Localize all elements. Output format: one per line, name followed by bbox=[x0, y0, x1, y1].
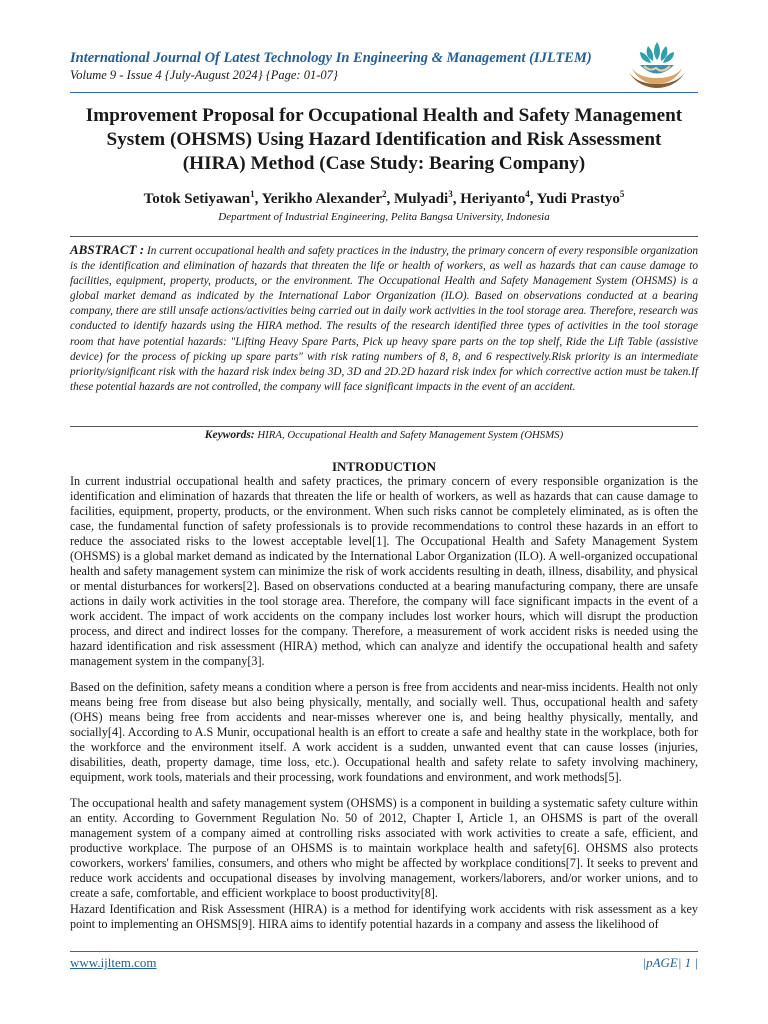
author-name: Yerikho Alexander bbox=[261, 191, 383, 207]
title-line: (HIRA) Method (Case Study: Bearing Company) bbox=[182, 153, 586, 174]
journal-name: International Journal Of Latest Technology In Engineering & Management (IJLTEM) bbox=[70, 50, 592, 66]
author-name: Mulyadi bbox=[394, 191, 449, 207]
author-affiliation-mark: 5 bbox=[619, 189, 625, 199]
journal-volume-line: Volume 9 - Issue 4 {July-August 2024} {Page: 01-07} bbox=[70, 68, 338, 82]
body-paragraph: Based on the definition, safety means a condition where a person is free from accidents and near-miss incidents. Health not only means being free from disease but also being physically, mentally, and socially well. Thus, occupational health and safety (OHS) means being free from accidents and near-misses wherever one is, and being healthy physically, mentally, and socially[4]. According to A.S Munir, occupational health is an effort to create a safe and healthy state in the workplace, both for the workforce and the environment itself. A work accident is a sudden, unwanted event that can cause losses (injuries, disabilities, death, property damage, time loss, etc.). Occupational health and safety relate to safety involving machinery, equipment, work tools, materials and their processing, work foundations and environment, and work methods[5]. bbox=[70, 680, 698, 784]
abstract-text: In current occupational health and safety practices in the industry, the primary concern of every responsible organization is the identification and elimination of hazards that threaten the life or health of workers, as well as hazards that can cause damage to facilities, equipment, property, products, or the environment. The Occupational Health and Safety Management System (OHSMS) is a global market demand as indicated by the International Labor Organization (ILO). Based on observations conducted at a bearing company, there are still unsafe actions/activities being carried out in daily work activities in the tool storage area. Therefore, research was conducted to identify hazards using the HIRA method. The results of the research identified three types of activities in the tool storage room that have potential hazards: "Lifting Heavy Spare Parts, Pick up heavy spare parts on the top shelf, Ride the Lift Table (assistive device) for the process of picking up spare parts" with risk rating numbers of 8, 8, and 6 respectively.Risk priority is an intermediate priority/significant risk with the hazard risk index being 3D, 3D and 2D.2D hazard risk index for which corrective action must be taken.If these potential hazards are not controlled, the company will face significant impacts in the event of an accident. bbox=[70, 245, 698, 393]
abstract-label: ABSTRACT : bbox=[70, 242, 145, 257]
author-affiliation-mark: 4 bbox=[525, 189, 530, 199]
journal-header bbox=[70, 50, 630, 83]
title-line: System (OHSMS) Using Hazard Identification and Risk Assessment bbox=[106, 129, 662, 150]
keywords-text: HIRA, Occupational Health and Safety Management System (OHSMS) bbox=[257, 429, 564, 441]
paper-title bbox=[60, 104, 708, 176]
header-rule bbox=[70, 92, 698, 93]
author-name: Yudi Prastyo bbox=[536, 191, 620, 207]
section-heading-introduction: INTRODUCTION bbox=[331, 459, 436, 474]
abstract-top-rule bbox=[70, 236, 698, 237]
journal-website-link[interactable]: www.ijltem.com bbox=[70, 955, 157, 970]
body-paragraph: The occupational health and safety management system (OHSMS) is a component in building a systematic safety culture within an entity. According to Government Regulation No. 50 of 2012, Chapter I, Article 1, an OHSMS is part of the overall management system of a company aimed at controlling risks associated with work activities to create a safe, efficient, and productive workplace. The purpose of an OHSMS is to maintain workplace health and safety[6]. OHSMS also protects coworkers, workers' families, consumers, and others who might be affected by workplace conditions[7]. It seeks to prevent and reduce work accidents and occupational diseases by involving management, workers/laborers, and/or worker unions, and to create a safe, comfortable, and efficient workplace to boost productivity[8]. bbox=[70, 796, 698, 900]
affiliation: Department of Industrial Engineering, Pelita Bangsa University, Indonesia bbox=[218, 211, 550, 223]
body-paragraph: Hazard Identification and Risk Assessment (HIRA) is a method for identifying work accidents with risk assessment as a key point to implementing an OHSMS[9]. HIRA aims to identify potential hazards in a company and assess the likelihood of bbox=[70, 902, 698, 931]
abstract bbox=[70, 242, 698, 395]
body-paragraph: In current industrial occupational health and safety practices, the primary concern of every responsible organization is the identification and elimination of hazards that threaten the life or health of workers, as well as hazards that can cause damage to facilities, equipment, property, products, or the environment. When such risks cannot be completely eliminated, as is often the case, the fundamental function of safety professionals is to provide recommendations to control these hazards in an effort to reduce the associated risks to the lowest acceptable level[1]. The Occupational Health and Safety Management System (OHSMS) is a global market demand as indicated by the International Labor Organization (ILO). A well-organized occupational health and safety management system can minimize the risk of work accidents resulting in death, illness, disability, and physical or mental disturbances for workers[2]. Based on observations conducted at a bearing manufacturing company, there are unsafe actions in daily work activities in the tool storage area. Therefore, the company will face significant impacts in the event of a work accident. The impact of work accidents on the company includes lost worker hours, which will disrupt the production process, and direct and indirect losses for the company. Therefore, a measurement of work accident risks is needed using the hazard identification and risk assessment (HIRA) method, which can analyze and identify the occupational health and safety management system in the company[3]. bbox=[70, 474, 698, 668]
author-list: Totok Setiyawan$^1$, Yerikho Alexander$^2$, Mulyadi$^3$, Heriyanto$^4$, Yudi Prastyo$^5$ bbox=[143, 189, 625, 207]
page-number: |pAGE| 1 | bbox=[642, 955, 698, 970]
lotus-hands-logo-icon bbox=[626, 38, 688, 90]
title-line: Improvement Proposal for Occupational Health and Safety Management bbox=[85, 105, 683, 126]
keywords bbox=[70, 428, 698, 442]
footer-rule bbox=[70, 951, 698, 952]
abstract-bottom-rule bbox=[70, 426, 698, 427]
author-affiliation-mark: 2 bbox=[382, 189, 387, 199]
author-affiliation-mark: 3 bbox=[448, 189, 453, 199]
author-name: Heriyanto bbox=[460, 191, 526, 207]
author-name: Totok Setiyawan bbox=[143, 191, 251, 207]
author-affiliation-mark: 1 bbox=[250, 189, 255, 199]
keywords-label: Keywords: bbox=[204, 429, 255, 441]
introduction-body bbox=[70, 474, 698, 932]
